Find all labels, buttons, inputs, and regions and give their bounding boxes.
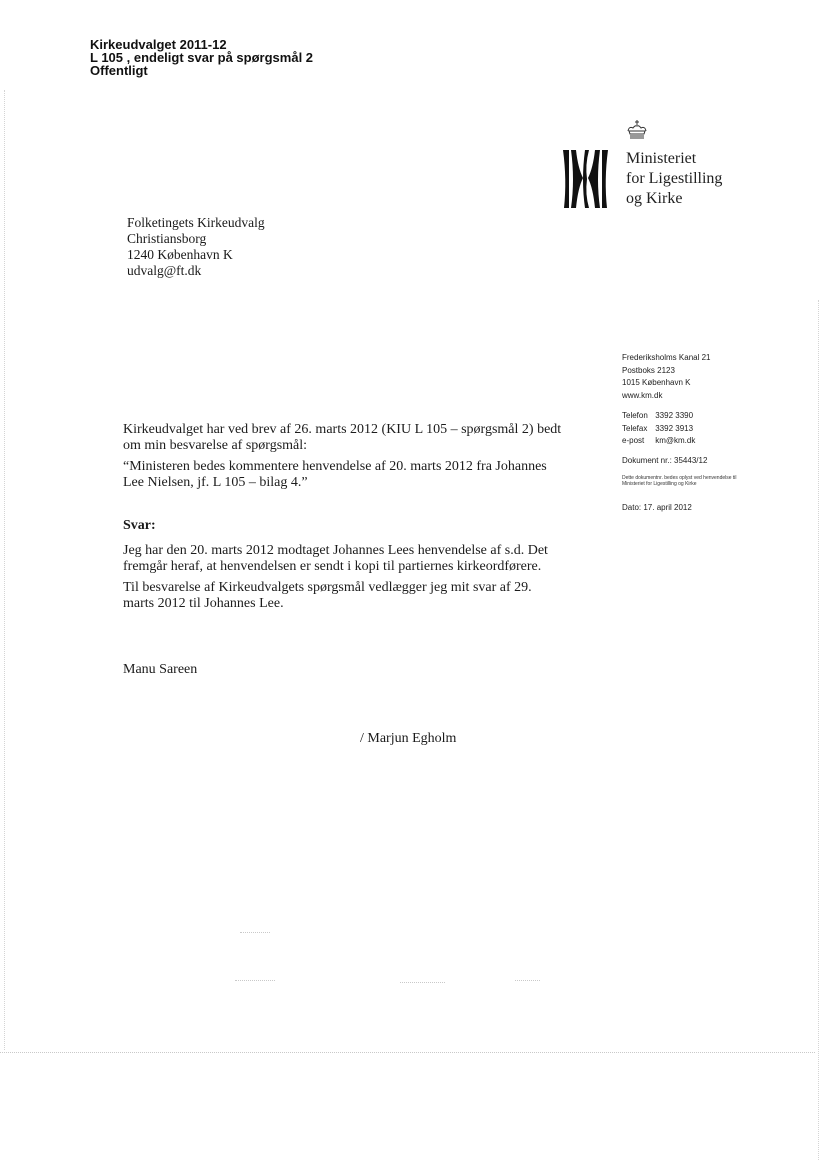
fax-value: 3392 3913: [655, 423, 694, 433]
recipient-name: Folketingets Kirkeudvalg: [127, 215, 265, 230]
ministry-name-line2: for Ligestilling: [626, 170, 723, 187]
phone-row: [622, 410, 695, 423]
answer-heading: Svar:: [123, 518, 156, 533]
scan-artifact-line: [0, 1052, 815, 1053]
scan-artifact-edge: [4, 90, 5, 1050]
ministry-name-line1: Ministeriet: [626, 150, 697, 167]
answer-paragraph-1: Jeg har den 20. marts 2012 modtaget Johannes Lees henvendelse af s.d. Det fremgår heraf, at henvendelsen er sendt i kopi til partiernes kirkeordførere.: [123, 543, 548, 574]
sender-street: Frederiksholms Kanal 21: [622, 353, 711, 362]
recipient-street: Christiansborg: [127, 231, 207, 246]
scan-artifact-dash: [235, 980, 275, 981]
scan-artifact-edge: [818, 300, 819, 1160]
recipient-address: [127, 215, 265, 279]
fax-label: Telefax: [622, 423, 648, 433]
email-label: e-post: [622, 436, 645, 445]
question-quote: “Ministeren bedes kommentere henvendelse af 20. marts 2012 fra Johannes Lee Nielsen, jf. L 105 – bilag 4.”: [123, 459, 547, 490]
ministry-name-line3: og Kirke: [626, 190, 683, 207]
sender-city: 1015 København K: [622, 378, 691, 387]
scan-artifact-dash: [400, 982, 445, 983]
sender-address: [622, 352, 710, 402]
cosignature: / Marjun Egholm: [360, 731, 457, 746]
email-row: [622, 435, 695, 448]
phone-value: 3392 3390: [655, 411, 694, 420]
header-committee: Kirkeudvalget 2011-12: [90, 37, 227, 52]
crown-icon: [625, 119, 649, 143]
sender-website: www.km.dk: [622, 390, 663, 400]
header-status: Offentligt: [90, 63, 148, 78]
intro-paragraph: Kirkeudvalget har ved brev af 26. marts 2012 (KIU L 105 – spørgsmål 2) bedt om min besvarelse af spørgsmål:: [123, 422, 562, 453]
fax-row: [622, 423, 695, 436]
ministry-name: [626, 149, 722, 209]
scan-artifact-dash: [515, 980, 540, 981]
document-number: Dokument nr.: 35443/12: [622, 456, 708, 465]
document-header: [90, 38, 313, 77]
recipient-city: 1240 København K: [127, 247, 233, 262]
answer-paragraph-2: Til besvarelse af Kirkeudvalgets spørgsmål vedlægger jeg mit svar af 29. marts 2012 til Johannes Lee.: [123, 580, 532, 611]
sender-pobox: Postboks 2123: [622, 365, 675, 375]
header-reference: L 105 , endeligt svar på spørgsmål 2: [90, 50, 314, 65]
sender-contact: [622, 410, 695, 448]
letter-date: Dato: 17. april 2012: [622, 503, 692, 512]
phone-label: Telefon: [622, 411, 648, 420]
email-value: km@km.dk: [655, 436, 696, 445]
signature: Manu Sareen: [123, 662, 198, 677]
scan-artifact-dash: [240, 932, 270, 933]
ministry-mark-icon: [563, 150, 608, 208]
document-number-note: Dette dokumentnr. bedes oplyst ved henvendelse til Ministeriet for Ligestilling og Kirke: [622, 475, 737, 487]
recipient-email: udvalg@ft.dk: [127, 263, 202, 278]
